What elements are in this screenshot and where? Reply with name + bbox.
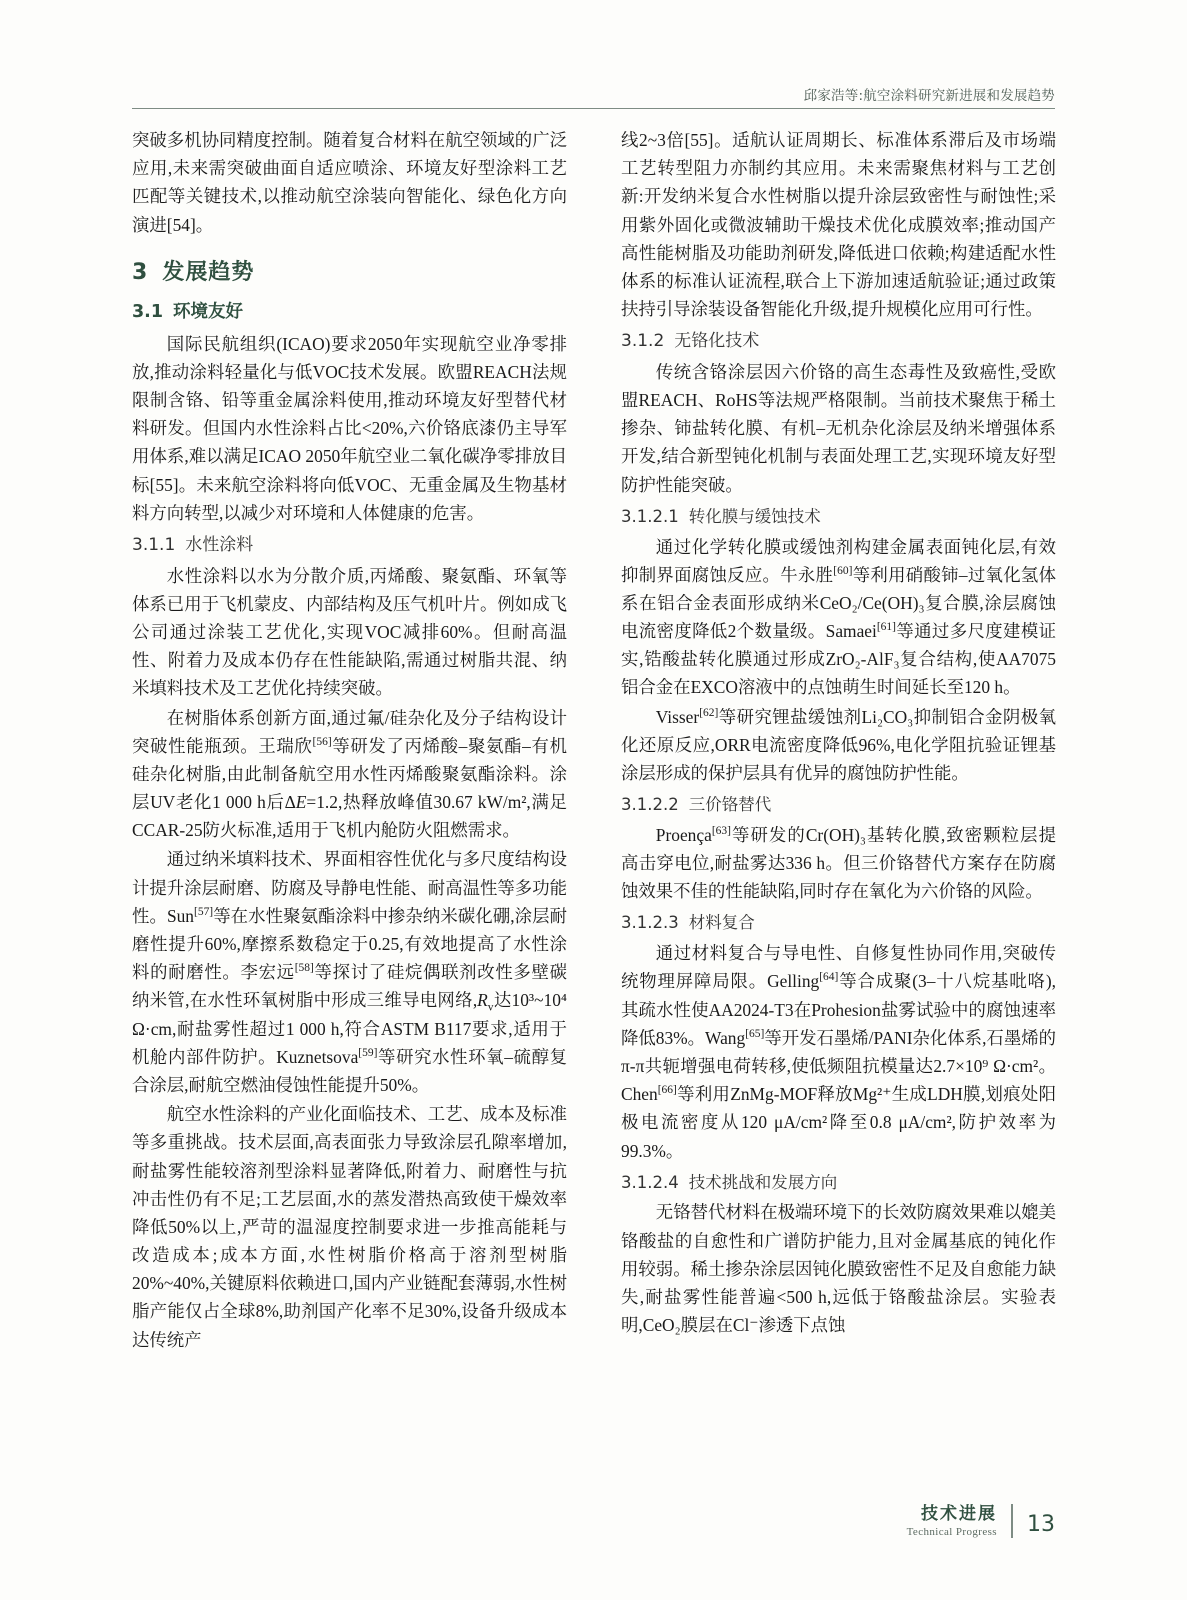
section-heading-3-1-2 bbox=[621, 328, 1056, 356]
paragraph-8 bbox=[621, 703, 1056, 788]
paragraph-7 bbox=[621, 533, 1056, 702]
section-heading-3 bbox=[132, 255, 567, 291]
section-number: 3.1.2.3 bbox=[621, 913, 679, 933]
page-number: 13 bbox=[1027, 1512, 1055, 1537]
body-columns bbox=[132, 126, 1056, 1426]
footer-section-label bbox=[907, 1505, 997, 1538]
paragraph-text: 水性涂料以水为分散介质,丙烯酸、聚氨酯、环氧等体系已用于飞机蒙皮、内部结构及压气机叶片。例如成飞公司通过涂装工艺优化,实现VOC减排60%。但耐高温性、附着力及成本仍存在性能缺陷,需通过树脂共混、纳米填料技术及工艺优化持续突破。 bbox=[132, 565, 567, 699]
paragraph-text: 等研发了丙烯酸–聚氨酯–有机硅杂化树脂,由此制备航空用水性丙烯酸聚氨酯涂料。涂层UV老化1 000 h后Δ bbox=[132, 735, 567, 813]
paragraph-2 bbox=[132, 562, 567, 703]
header-rule bbox=[132, 108, 1055, 109]
section-number: 3.1.2 bbox=[621, 331, 665, 352]
paragraph-text: 等研发的Cr(OH)₃基转化膜,致密颗粒层提高击穿电位,耐盐雾达336 h。但三价铬替代方案存在防腐蚀效果不佳的性能缺陷,同时存在氧化为六价铬的风险。 bbox=[621, 824, 1056, 902]
paragraph-text: 通过材料复合与导电性、自修复性协同作用,突破传统物理屏障局限。Gelling bbox=[621, 943, 1056, 992]
reference-62: [62] bbox=[699, 706, 719, 719]
paragraph-text: 等研究水性环氧–硫醇复合涂层,耐航空燃油侵蚀性能提升50%。 bbox=[132, 1046, 567, 1095]
paragraph-text: 国际民航组织(ICAO)要求2050年实现航空业净零排放,推动涂料轻量化与低VOC技术发展。欧盟REACH法规限制含铬、铅等重金属涂料使用,推动环境友好型替代材料研发。但国内水性涂料占比<20%,六价铬底漆仍主导军用体系,难以满足ICAO 2050年航空业二氧化碳净零排放目标[55]。未来航空涂料将向低VOC、无重金属及生物基材料方向转型,以减少对环境和人体健康的危害。 bbox=[132, 333, 567, 523]
paragraph-text: 等探讨了硅烷偶联剂改性多壁碳纳米管,在水性环氧树脂中形成三维导电网络, bbox=[132, 962, 567, 1011]
section-heading-3-1-2-1 bbox=[621, 504, 1056, 531]
section-title: 无铬化技术 bbox=[674, 331, 760, 352]
section-title: 转化膜与缓蚀技术 bbox=[688, 506, 821, 526]
paragraph-1 bbox=[132, 330, 567, 527]
section-number: 3.1.1 bbox=[132, 535, 176, 556]
footer-label-en: Technical Progress bbox=[906, 1525, 997, 1538]
paragraph-10 bbox=[621, 939, 1056, 1165]
section-title: 三价铬替代 bbox=[688, 795, 772, 815]
section-heading-3-1-2-3 bbox=[621, 910, 1056, 937]
section-title: 发展趋势 bbox=[162, 259, 255, 285]
paragraph-text: 线2~3倍[55]。适航认证周期长、标准体系滞后及市场端工艺转型阻力亦制约其应用。未来需聚焦材料与工艺创新:开发纳米复合水性树脂以提升涂层致密性与耐蚀性;采用紫外固化或微波辅助干燥技术优化成膜效率;推动国产高性能树脂及功能助剂研发,降低进口依赖;构建适配水性体系的标准认证流程,联合上下游加速适航验证;通过政策扶持引导涂装设备智能化升级,提升规模化应用可行性。 bbox=[621, 130, 1056, 320]
paragraph-4 bbox=[132, 845, 567, 1099]
paragraph-text: Proença bbox=[655, 824, 712, 845]
section-title: 水性涂料 bbox=[185, 535, 254, 556]
symbol-subscript-v: v bbox=[487, 1001, 494, 1014]
paragraph-text: 传统含铬涂层因六价铬的高生态毒性及致癌性,受欧盟REACH、RoHS等法规严格限制。当前技术聚焦于稀土掺杂、铈盐转化膜、有机–无机杂化涂层及纳米增强体系开发,结合新型钝化机制与表面处理工艺,实现环境友好型防护性能突破。 bbox=[621, 361, 1056, 495]
paragraph-text: 等在水性聚氨酯涂料中掺杂纳米碳化硼,涂层耐磨性提升60%,摩擦系数稳定于0.25,有效地提高了水性涂料的耐磨性。李宏远 bbox=[132, 905, 567, 983]
paragraph-text: 等利用硝酸铈–过氧化氢体系在铝合金表面形成纳米CeO₂/Ce(OH)₃复合膜,涂层腐蚀电流密度降低2个数量级。Samaei bbox=[621, 564, 1056, 642]
paragraph-text: 在树脂体系创新方面,通过氟/硅杂化及分子结构设计突破性能瓶颈。王瑞欣 bbox=[132, 707, 567, 756]
paragraph-3 bbox=[132, 704, 567, 845]
section-number: 3.1.2.4 bbox=[621, 1172, 679, 1192]
section-heading-3-1-1 bbox=[132, 532, 567, 560]
paragraph-text: 通过化学转化膜或缓蚀剂构建金属表面钝化层,有效抑制界面腐蚀反应。牛永胜 bbox=[621, 536, 1056, 585]
section-number: 3 bbox=[132, 259, 149, 285]
paragraph-continued-right bbox=[621, 126, 1056, 323]
reference-66: [66] bbox=[657, 1084, 677, 1097]
paragraph-5 bbox=[132, 1100, 567, 1354]
paragraph-text: 达10³~10⁴ Ω·cm,耐盐雾性超过1 000 h,符合ASTM B117要求,适用于机舱内部件防护。Kuznetsova bbox=[132, 990, 567, 1067]
reference-59: [59] bbox=[358, 1046, 378, 1059]
section-heading-3-1 bbox=[132, 298, 567, 326]
paragraph-text: 突破多机协同精度控制。随着复合材料在航空领域的广泛应用,未来需突破曲面自适应喷涂、环境友好型涂料工艺匹配等关键技术,以推动航空涂装向智能化、绿色化方向演进[54]。 bbox=[132, 130, 567, 235]
reference-65: [65] bbox=[745, 1027, 765, 1040]
reference-63: [63] bbox=[711, 825, 731, 838]
page-footer bbox=[907, 1504, 1055, 1538]
section-title: 材料复合 bbox=[688, 913, 755, 933]
section-number: 3.1 bbox=[132, 302, 164, 323]
paragraph-text: =1.2,热释放峰值30.67 kW/m²,满足CCAR-25防火标准,适用于飞机内舱防火阻燃需求。 bbox=[132, 792, 567, 841]
left-column bbox=[132, 126, 567, 1426]
paragraph-text: 等通过多尺度建模证实,锆酸盐转化膜通过形成ZrO₂-AlF₃复合结构,使AA7075铝合金在EXCO溶液中的点蚀萌生时间延长至120 h。 bbox=[621, 621, 1056, 698]
paragraph-continued bbox=[132, 126, 567, 239]
paragraph-text: 等利用ZnMg-MOF释放Mg²⁺生成LDH膜,划痕处阳极电流密度从120 μA/cm²降至0.8 μA/cm²,防护效率为99.3%。 bbox=[621, 1084, 1056, 1161]
section-number: 3.1.2.1 bbox=[621, 506, 679, 526]
right-column bbox=[621, 126, 1056, 1426]
paragraph-text: 航空水性涂料的产业化面临技术、工艺、成本及标准等多重挑战。技术层面,高表面张力导致涂层孔隙率增加,耐盐雾性能较溶剂型涂料显著降低,附着力、耐磨性与抗冲击性仍有不足;工艺层面,水的蒸发潜热高致使干燥效率降低50%以上,严苛的温湿度控制要求进一步推高能耗与改造成本;成本方面,水性树脂价格高于溶剂型树脂20%~40%,关键原料依赖进口,国内产业链配套薄弱,水性树脂产能仅占全球8%,助剂国产化率不足30%,设备升级成本达传统产 bbox=[132, 1104, 567, 1350]
symbol-delta-e: E bbox=[295, 792, 307, 813]
section-heading-3-1-2-4 bbox=[621, 1170, 1056, 1197]
paragraph-text: 无铬替代材料在极端环境下的长效防腐效果难以媲美铬酸盐的自愈性和广谱防护能力,且对金属基底的钝化作用较弱。稀土掺杂涂层因钝化膜致密性不足及自愈能力缺失,耐盐雾性能普遍<500 h,远低于铬酸盐涂层。实验表明,CeO₂膜层在Cl⁻渗透下点蚀 bbox=[621, 1202, 1056, 1336]
symbol-resistivity: R bbox=[477, 990, 488, 1011]
paragraph-text: 等研究锂盐缓蚀剂Li₂CO₃抑制铝合金阴极氧化还原反应,ORR电流密度降低96%,电化学阻抗验证锂基涂层形成的保护层具有优异的腐蚀防护性能。 bbox=[621, 706, 1056, 783]
reference-61: [61] bbox=[876, 621, 896, 634]
reference-57: [57] bbox=[194, 906, 214, 919]
section-number: 3.1.2.2 bbox=[621, 795, 679, 815]
paragraph-text: 等合成聚(3–十八烷基吡咯),其疏水性使AA2024-T3在Prohesion盐雾试验中的腐蚀速率降低83%。Wang bbox=[621, 971, 1056, 1048]
paragraph-11 bbox=[621, 1198, 1056, 1339]
paragraph-text: Visser bbox=[655, 706, 700, 727]
paragraph-9 bbox=[621, 821, 1056, 906]
reference-56: [56] bbox=[312, 735, 332, 748]
section-title: 环境友好 bbox=[173, 302, 244, 323]
paragraph-text: 通过纳米填料技术、界面相容性优化与多尺度结构设计提升涂层耐磨、防腐及导静电性能、耐高温性等多功能性。Sun bbox=[132, 849, 567, 926]
section-heading-3-1-2-2 bbox=[621, 792, 1056, 819]
footer-label-cn: 技术进展 bbox=[921, 1504, 997, 1525]
reference-58: [58] bbox=[294, 962, 314, 975]
reference-64: [64] bbox=[819, 971, 839, 984]
paragraph-text: 等开发石墨烯/PANI杂化体系,石墨烯的π-π共轭增强电荷转移,使低频阻抗模量达2.7×10⁹ Ω·cm²。Chen bbox=[621, 1027, 1056, 1105]
paragraph-6 bbox=[621, 358, 1056, 499]
footer-divider bbox=[1011, 1504, 1013, 1538]
section-title: 技术挑战和发展方向 bbox=[688, 1172, 838, 1192]
running-head: 邱家浩等:航空涂料研究新进展和发展趋势 bbox=[803, 88, 1055, 104]
reference-60: [60] bbox=[833, 564, 853, 577]
